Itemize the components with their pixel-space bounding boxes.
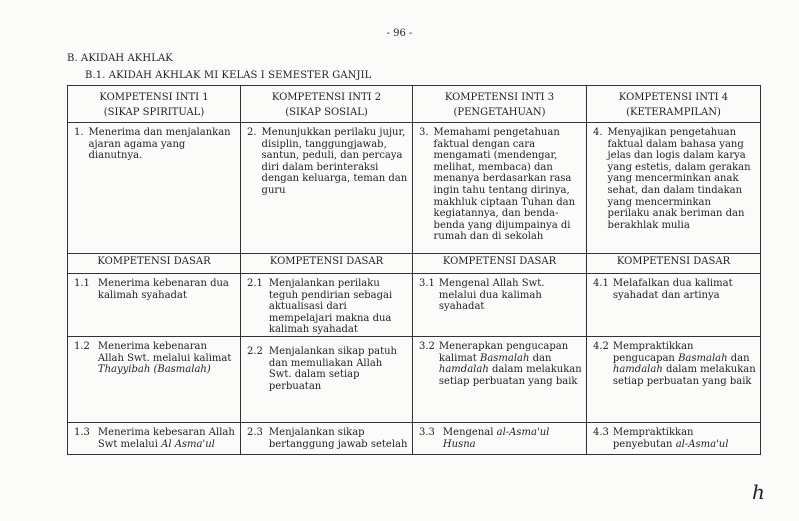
dasar-header-1: KOMPETENSI DASAR (68, 254, 241, 274)
dasar-header-3: KOMPETENSI DASAR (413, 254, 587, 274)
dasar-item-2-3: 2.3 Menjalankan sikap bertanggung jawab setelah (241, 422, 413, 454)
dasar-header-row (68, 254, 761, 274)
handwritten-mark: h (752, 480, 765, 504)
inti-header-1: KOMPETENSI INTI 1 (SIKAP SPIRITUAL) (68, 86, 241, 123)
dasar-row-2 (68, 336, 761, 422)
inti-header-4: KOMPETENSI INTI 4 (KETERAMPILAN) (587, 86, 761, 123)
inti-header-2: KOMPETENSI INTI 2 (SIKAP SOSIAL) (241, 86, 413, 123)
dasar-item-2-1: 2.1 Menjalankan perilaku teguh pendirian sebagai aktualisasi dari mempelajari makna dua kalimah syahadat (241, 274, 413, 337)
inti-header-3: KOMPETENSI INTI 3 (PENGETAHUAN) (413, 86, 587, 123)
inti-content-row (68, 123, 761, 254)
dasar-item-3-3: 3.3 Mengenal al-Asma'ul Husna (413, 422, 587, 454)
dasar-item-2-2: 2.2 Menjalankan sikap patuh dan memuliakan Allah Swt. dalam setiap perbuatan (241, 336, 413, 422)
dasar-header-4: KOMPETENSI DASAR (587, 254, 761, 274)
dasar-item-3-2: 3.2 Menerapkan pengucapan kalimat Basmalah dan hamdalah dalam melakukan setiap perbuatan yang baik (413, 336, 587, 422)
dasar-row-3 (68, 422, 761, 454)
competency-table (67, 85, 761, 455)
dasar-row-1 (68, 274, 761, 337)
inti-header-row (68, 86, 761, 123)
dasar-item-1-1: 1.1 Menerima kebenaran dua kalimah syahadat (68, 274, 241, 337)
inti-item-4: 4. Menyajikan pengetahuan faktual dalam bahasa yang jelas dan logis dalam karya yang estetis, dalam gerakan yang mencerminkan anak sehat, dan dalam tindakan yang mencerminkan perilaku anak beriman dan berakhlak mulia (587, 123, 761, 254)
dasar-item-1-2: 1.2 Menerima kebenaran Allah Swt. melalui kalimat Thayyibah (Basmalah) (68, 336, 241, 422)
section-title: B. AKIDAH AKHLAK (67, 53, 173, 64)
dasar-item-1-3: 1.3 Menerima kebesaran Allah Swt melalui Al Asma'ul (68, 422, 241, 454)
dasar-header-2: KOMPETENSI DASAR (241, 254, 413, 274)
dasar-item-3-1: 3.1 Mengenal Allah Swt. melalui dua kalimah syahadat (413, 274, 587, 337)
dasar-item-4-3: 4.3 Mempraktikkan penyebutan al-Asma'ul (587, 422, 761, 454)
page-number: - 96 - (386, 28, 413, 39)
dasar-item-4-1: 4.1 Melafalkan dua kalimat syahadat dan artinya (587, 274, 761, 337)
inti-item-3: 3. Memahami pengetahuan faktual dengan cara mengamati (mendengar, melihat, membaca) dan menanya berdasarkan rasa ingin tahu tentang dirinya, makhluk ciptaan Tuhan dan kegiatannya, dan benda-benda yang dijumpainya di rumah dan di sekolah (413, 123, 587, 254)
subsection-title: B.1. AKIDAH AKHLAK MI KELAS I SEMESTER GANJIL (85, 70, 372, 81)
dasar-item-4-2: 4.2 Mempraktikkan pengucapan Basmalah dan hamdalah dalam melakukan setiap perbuatan yang baik (587, 336, 761, 422)
inti-item-1: 1. Menerima dan menjalankan ajaran agama yang dianutnya. (68, 123, 241, 254)
inti-item-2: 2. Menunjukkan perilaku jujur, disiplin, tanggungjawab, santun, peduli, dan percaya diri dalam berinteraksi dengan keluarga, teman dan guru (241, 123, 413, 254)
